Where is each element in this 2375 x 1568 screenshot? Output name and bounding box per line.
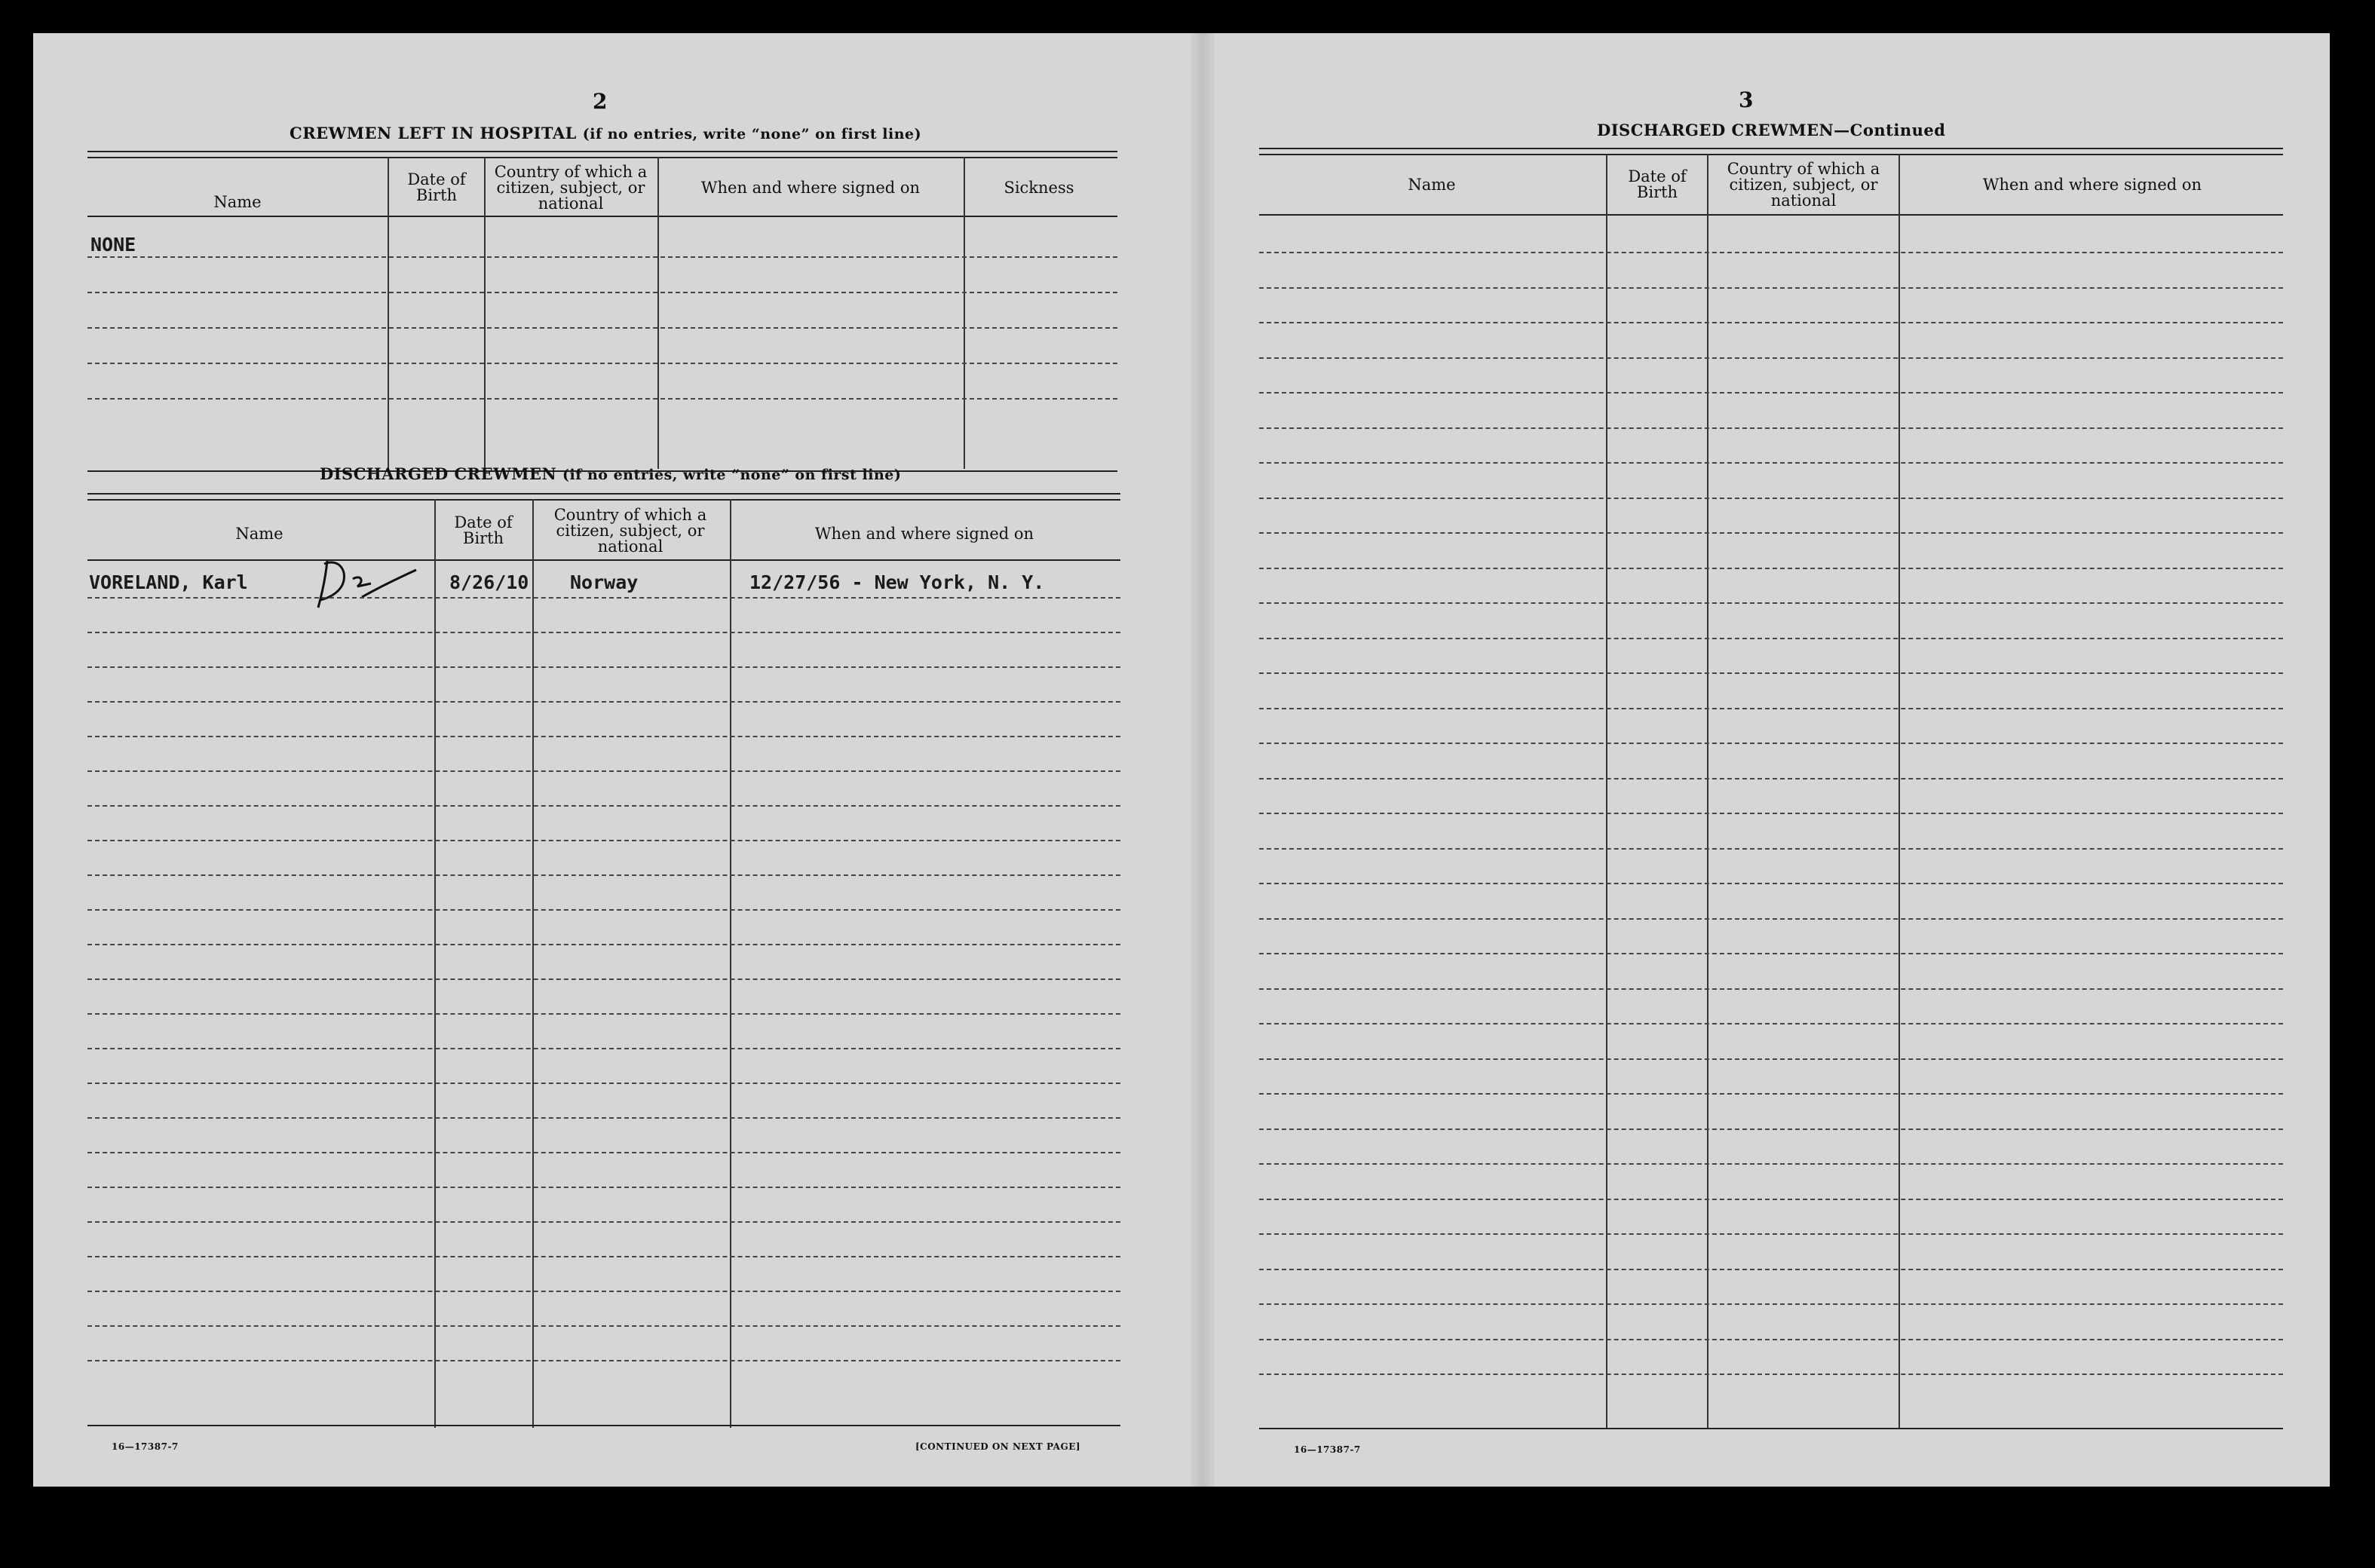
discharged-col-divider bbox=[730, 499, 731, 1428]
right-bottom-rule bbox=[1259, 1428, 2283, 1429]
discharged-top-rule-2 bbox=[87, 499, 1120, 501]
row-line bbox=[1259, 708, 2283, 709]
right-page bbox=[1214, 33, 2330, 1487]
row-line bbox=[1259, 532, 2283, 534]
form-number: 16—17387-7 bbox=[112, 1441, 179, 1452]
right-col-signed: When and where signed on bbox=[1982, 175, 2202, 194]
row-line bbox=[1259, 252, 2283, 253]
row-line bbox=[87, 1360, 1120, 1361]
row-line bbox=[87, 909, 1120, 911]
discharged-col-divider bbox=[434, 499, 436, 1428]
discharged-section-title bbox=[320, 464, 901, 483]
hospital-title-text: CREWMEN LEFT IN HOSPITAL bbox=[290, 124, 577, 142]
row-line bbox=[87, 256, 1117, 258]
hospital-col-country: Country of which a citizen, subject, or national bbox=[494, 162, 648, 213]
hospital-col-dob: Date of Birth bbox=[407, 170, 466, 204]
row-line bbox=[1259, 568, 2283, 569]
hospital-entry-name: NONE bbox=[90, 234, 136, 256]
row-line bbox=[87, 805, 1120, 807]
right-top-rule-2 bbox=[1259, 154, 2283, 155]
row-line bbox=[87, 632, 1120, 633]
row-line bbox=[87, 292, 1117, 293]
row-line bbox=[1259, 778, 2283, 779]
row-line bbox=[1259, 743, 2283, 744]
right-col-divider bbox=[1707, 154, 1708, 1428]
hospital-col-divider bbox=[964, 157, 965, 469]
page-number: 3 bbox=[1739, 87, 1754, 112]
row-line bbox=[87, 1221, 1120, 1223]
discharged-bottom-rule bbox=[87, 1425, 1120, 1426]
hospital-col-signed: When and where signed on bbox=[700, 178, 921, 197]
row-line bbox=[1259, 357, 2283, 359]
hospital-top-rule bbox=[87, 151, 1117, 152]
row-line bbox=[1259, 1374, 2283, 1375]
right-col-divider bbox=[1898, 154, 1900, 1428]
discharged-col-country: Country of which a citizen, subject, or national bbox=[553, 505, 707, 556]
row-line bbox=[1259, 287, 2283, 289]
hospital-title-note: (if no entries, write “none” on first line) bbox=[582, 126, 922, 142]
row-line bbox=[87, 944, 1120, 945]
page-number: 2 bbox=[593, 89, 608, 114]
row-line bbox=[87, 597, 1120, 599]
row-line bbox=[1259, 1058, 2283, 1060]
row-line bbox=[1259, 1199, 2283, 1200]
row-line bbox=[1259, 988, 2283, 990]
row-line bbox=[1259, 1129, 2283, 1130]
discharged-col-dob: Date of Birth bbox=[454, 513, 513, 547]
row-line bbox=[87, 666, 1120, 668]
hospital-col-divider bbox=[484, 157, 486, 469]
row-line bbox=[87, 874, 1120, 876]
row-line bbox=[87, 1187, 1120, 1188]
row-line bbox=[87, 840, 1120, 841]
left-page bbox=[33, 33, 1191, 1487]
handwritten-mark-icon bbox=[309, 553, 422, 614]
discharged-entry-country: Norway bbox=[570, 571, 639, 593]
continued-note: [CONTINUED ON NEXT PAGE] bbox=[915, 1441, 1081, 1452]
discharged-col-name: Name bbox=[235, 524, 283, 543]
row-line bbox=[1259, 462, 2283, 464]
row-line bbox=[87, 1256, 1120, 1257]
row-line bbox=[1259, 883, 2283, 884]
right-header-rule bbox=[1259, 214, 2283, 216]
row-line bbox=[1259, 1269, 2283, 1270]
row-line bbox=[87, 770, 1120, 772]
row-line bbox=[87, 701, 1120, 703]
row-line bbox=[1259, 953, 2283, 954]
hospital-col-name: Name bbox=[213, 192, 262, 211]
row-line bbox=[1259, 1339, 2283, 1340]
row-line bbox=[87, 327, 1117, 329]
row-line bbox=[1259, 1233, 2283, 1235]
right-col-name: Name bbox=[1408, 175, 1456, 194]
row-line bbox=[1259, 1163, 2283, 1165]
discharged-title-text: DISCHARGED CREWMEN bbox=[320, 464, 557, 483]
right-col-dob: Date of Birth bbox=[1628, 167, 1687, 201]
right-col-divider bbox=[1606, 154, 1607, 1428]
hospital-col-divider bbox=[388, 157, 389, 469]
discharged-entry-signed-on: 12/27/56 - New York, N. Y. bbox=[749, 571, 1045, 593]
row-line bbox=[87, 363, 1117, 364]
row-line bbox=[1259, 638, 2283, 639]
row-line bbox=[87, 736, 1120, 737]
hospital-col-sickness: Sickness bbox=[1004, 178, 1074, 197]
discharged-entry-name: VORELAND, Karl bbox=[89, 571, 248, 593]
row-line bbox=[87, 978, 1120, 980]
row-line bbox=[1259, 672, 2283, 674]
discharged-title-note: (if no entries, write “none” on first line) bbox=[562, 467, 902, 483]
row-line bbox=[87, 1083, 1120, 1084]
row-line bbox=[87, 1291, 1120, 1292]
row-line bbox=[1259, 392, 2283, 394]
row-line bbox=[1259, 813, 2283, 814]
row-line bbox=[87, 1048, 1120, 1049]
discharged-top-rule bbox=[87, 493, 1120, 495]
row-line bbox=[87, 1013, 1120, 1015]
hospital-col-divider bbox=[657, 157, 659, 469]
row-line bbox=[1259, 602, 2283, 604]
row-line bbox=[1259, 918, 2283, 920]
row-line bbox=[87, 1325, 1120, 1327]
row-line bbox=[1259, 1023, 2283, 1024]
row-line bbox=[1259, 1303, 2283, 1305]
discharged-header-rule bbox=[87, 559, 1120, 561]
row-line bbox=[1259, 498, 2283, 499]
right-section-title: DISCHARGED CREWMEN—Continued bbox=[1597, 121, 1946, 139]
right-col-country: Country of which a citizen, subject, or national bbox=[1727, 159, 1880, 210]
discharged-entry-dob: 8/26/10 bbox=[449, 571, 529, 593]
row-line bbox=[87, 1152, 1120, 1153]
row-line bbox=[1259, 427, 2283, 429]
row-line bbox=[87, 398, 1117, 400]
row-line bbox=[87, 1117, 1120, 1119]
row-line bbox=[1259, 848, 2283, 850]
hospital-section-title bbox=[290, 124, 921, 142]
center-fold bbox=[1191, 33, 1214, 1487]
discharged-col-signed: When and where signed on bbox=[814, 524, 1034, 543]
discharged-col-divider bbox=[532, 499, 534, 1428]
row-line bbox=[1259, 322, 2283, 323]
row-line bbox=[1259, 1093, 2283, 1095]
right-top-rule bbox=[1259, 148, 2283, 149]
form-number: 16—17387-7 bbox=[1294, 1444, 1361, 1455]
ledger-sheet bbox=[33, 33, 2330, 1487]
